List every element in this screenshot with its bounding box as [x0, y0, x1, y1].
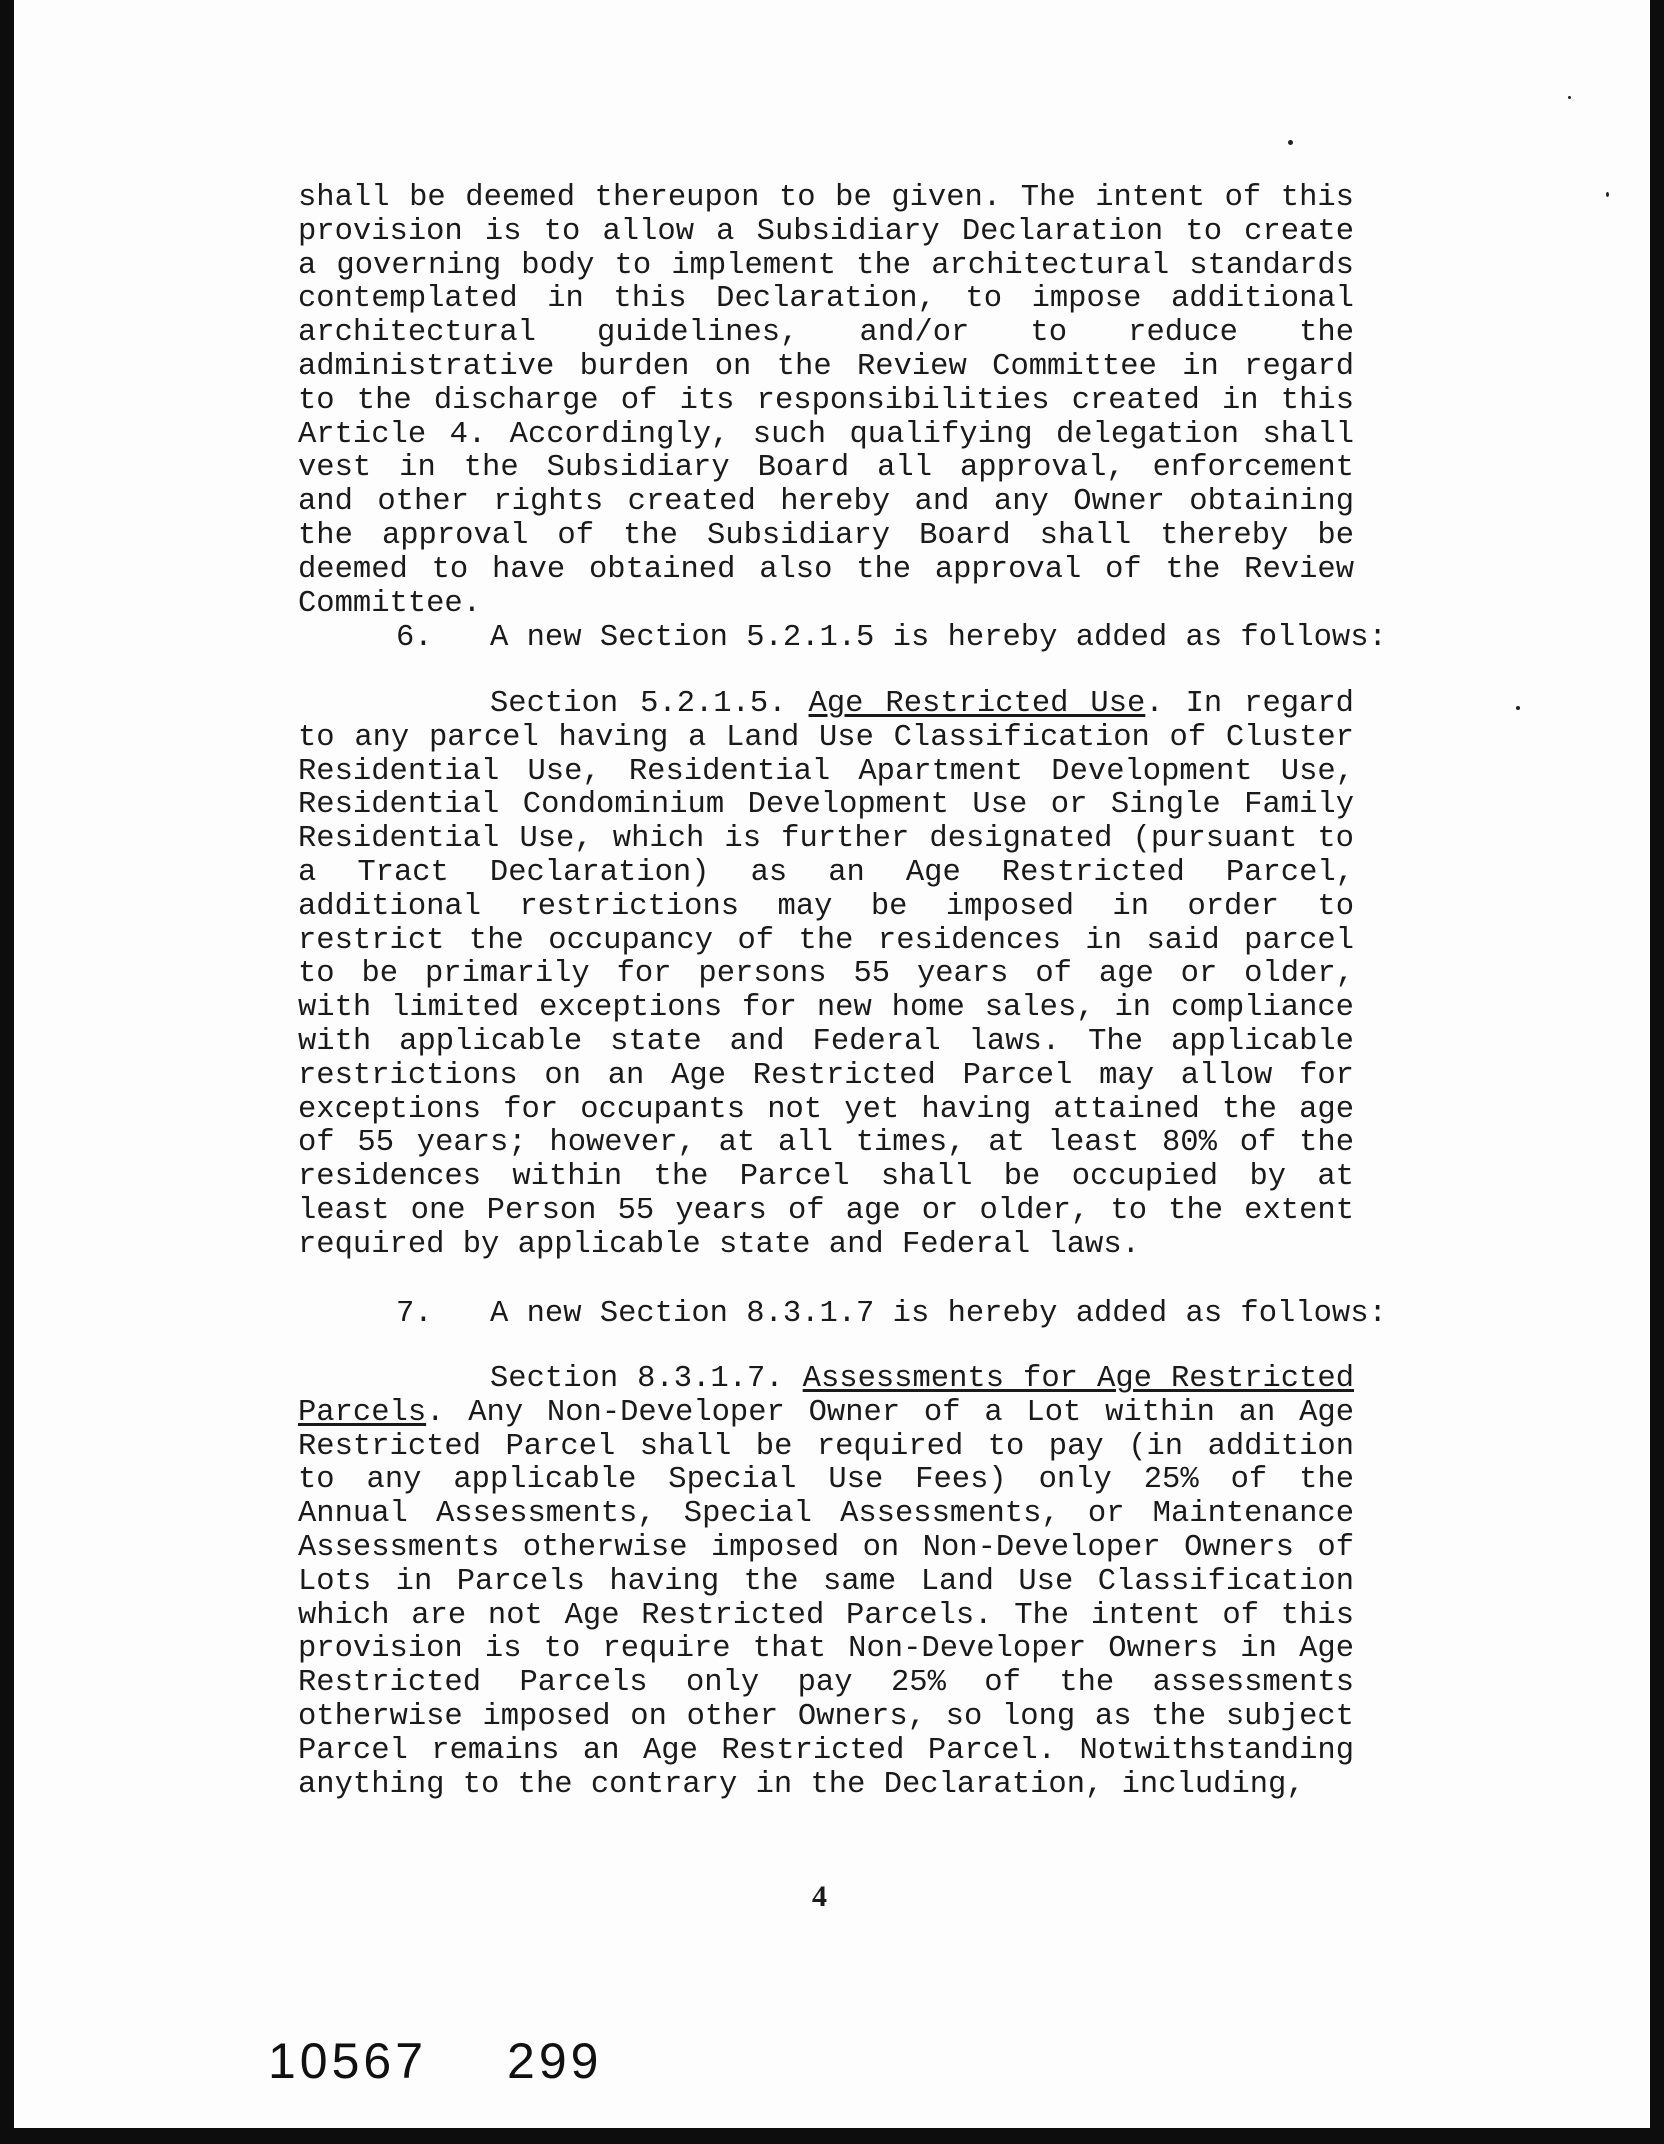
item-6-text: A new Section 5.2.1.5 is hereby added as follows: [490, 621, 1387, 655]
section-8-3-1-7-body: . Any Non-Developer Owner of a Lot within an Age Restricted Parcel shall be required to pay (in addition to any applicable Special Use Fees) only 25% of the Annual Assessments, Special Assessments, or Maintenance Assessments otherwise imposed on Non-Developer Owners of Lots in Parcels having the same Land Use Classification which are not Age Restricted Parcels. The intent of this provision is to require that Non-Developer Owners in Age Restricted Parcels only pay 25% of the assessments otherwise imposed on other Owners, so long as the subject Parcel remains an Age Restricted Parcel. Notwithstanding anything to the contrary in the Declaration, including, [298, 1395, 1354, 1802]
bates-number [268, 2032, 602, 2090]
scan-border-bottom [0, 2128, 1664, 2144]
section-8-3-1-7-heading: Assessments for Age Restricted Parcels [298, 1362, 1355, 1430]
section-8-3-1-7-label: Section 8.3.1.7. [490, 1362, 784, 1396]
bates-book: 10567 [268, 2033, 428, 2089]
item-6-number: 6. [396, 621, 433, 655]
section-5-2-1-5-heading: Age Restricted Use [808, 687, 1146, 721]
scan-border-left [0, 0, 14, 2144]
page-number: 4 [812, 1880, 827, 1913]
section-5-2-1-5-label: Section 5.2.1.5. [490, 687, 787, 721]
paragraph-continuation: shall be deemed thereupon to be given. The intent of this provision is to allow a Subsidiary Declaration to create a governing body to implement the architectural standards contemplated in this Declaration, to impose additional architectural guidelines, and/or to reduce the administrative burden on the Review Committee in regard to the discharge of its responsibilities created in this Article 4. Accordingly, such qualifying delegation shall vest in the Subsidiary Board all approval, enforcement and other rights created hereby and any Owner obtaining the approval of the Subsidiary Board shall thereby be deemed to have obtained also the approval of the Review Committee. [298, 181, 1354, 621]
item-7-text: A new Section 8.3.1.7 is hereby added as follows: [490, 1297, 1387, 1331]
item-7-number: 7. [396, 1297, 433, 1331]
section-5-2-1-5-body: . In regard to any parcel having a Land Use Classification of Cluster Residential Use, Residential Apartment Development Use, Residential Condominium Development Use or Single Family Residential Use, which is further designated (pursuant to a Tract Declaration) as an Age Restricted Parcel, additional restrictions may be imposed in order to restrict the occupancy of the residences in said parcel to be primarily for persons 55 years of age or older, with limited exceptions for new home sales, in compliance with applicable state and Federal laws. The applicable restrictions on an Age Restricted Parcel may allow for exceptions for occupants not yet having attained the age of 55 years; however, at all times, at least 80% of the residences within the Parcel shall be occupied by at least one Person 55 years of age or older, to the extent required by applicable state and Federal laws. [298, 687, 1354, 1262]
scan-speck [1288, 140, 1293, 145]
section-5-2-1-5-paragraph [298, 688, 1354, 1263]
bates-page: 299 [507, 2033, 603, 2089]
section-8-3-1-7-paragraph [298, 1363, 1354, 1802]
scan-speck [1516, 706, 1520, 710]
scan-border-right [1650, 0, 1664, 2144]
item-7 [396, 1297, 1396, 1331]
scan-speck [1568, 96, 1571, 99]
item-6 [396, 621, 1396, 655]
scan-speck [1606, 192, 1609, 197]
